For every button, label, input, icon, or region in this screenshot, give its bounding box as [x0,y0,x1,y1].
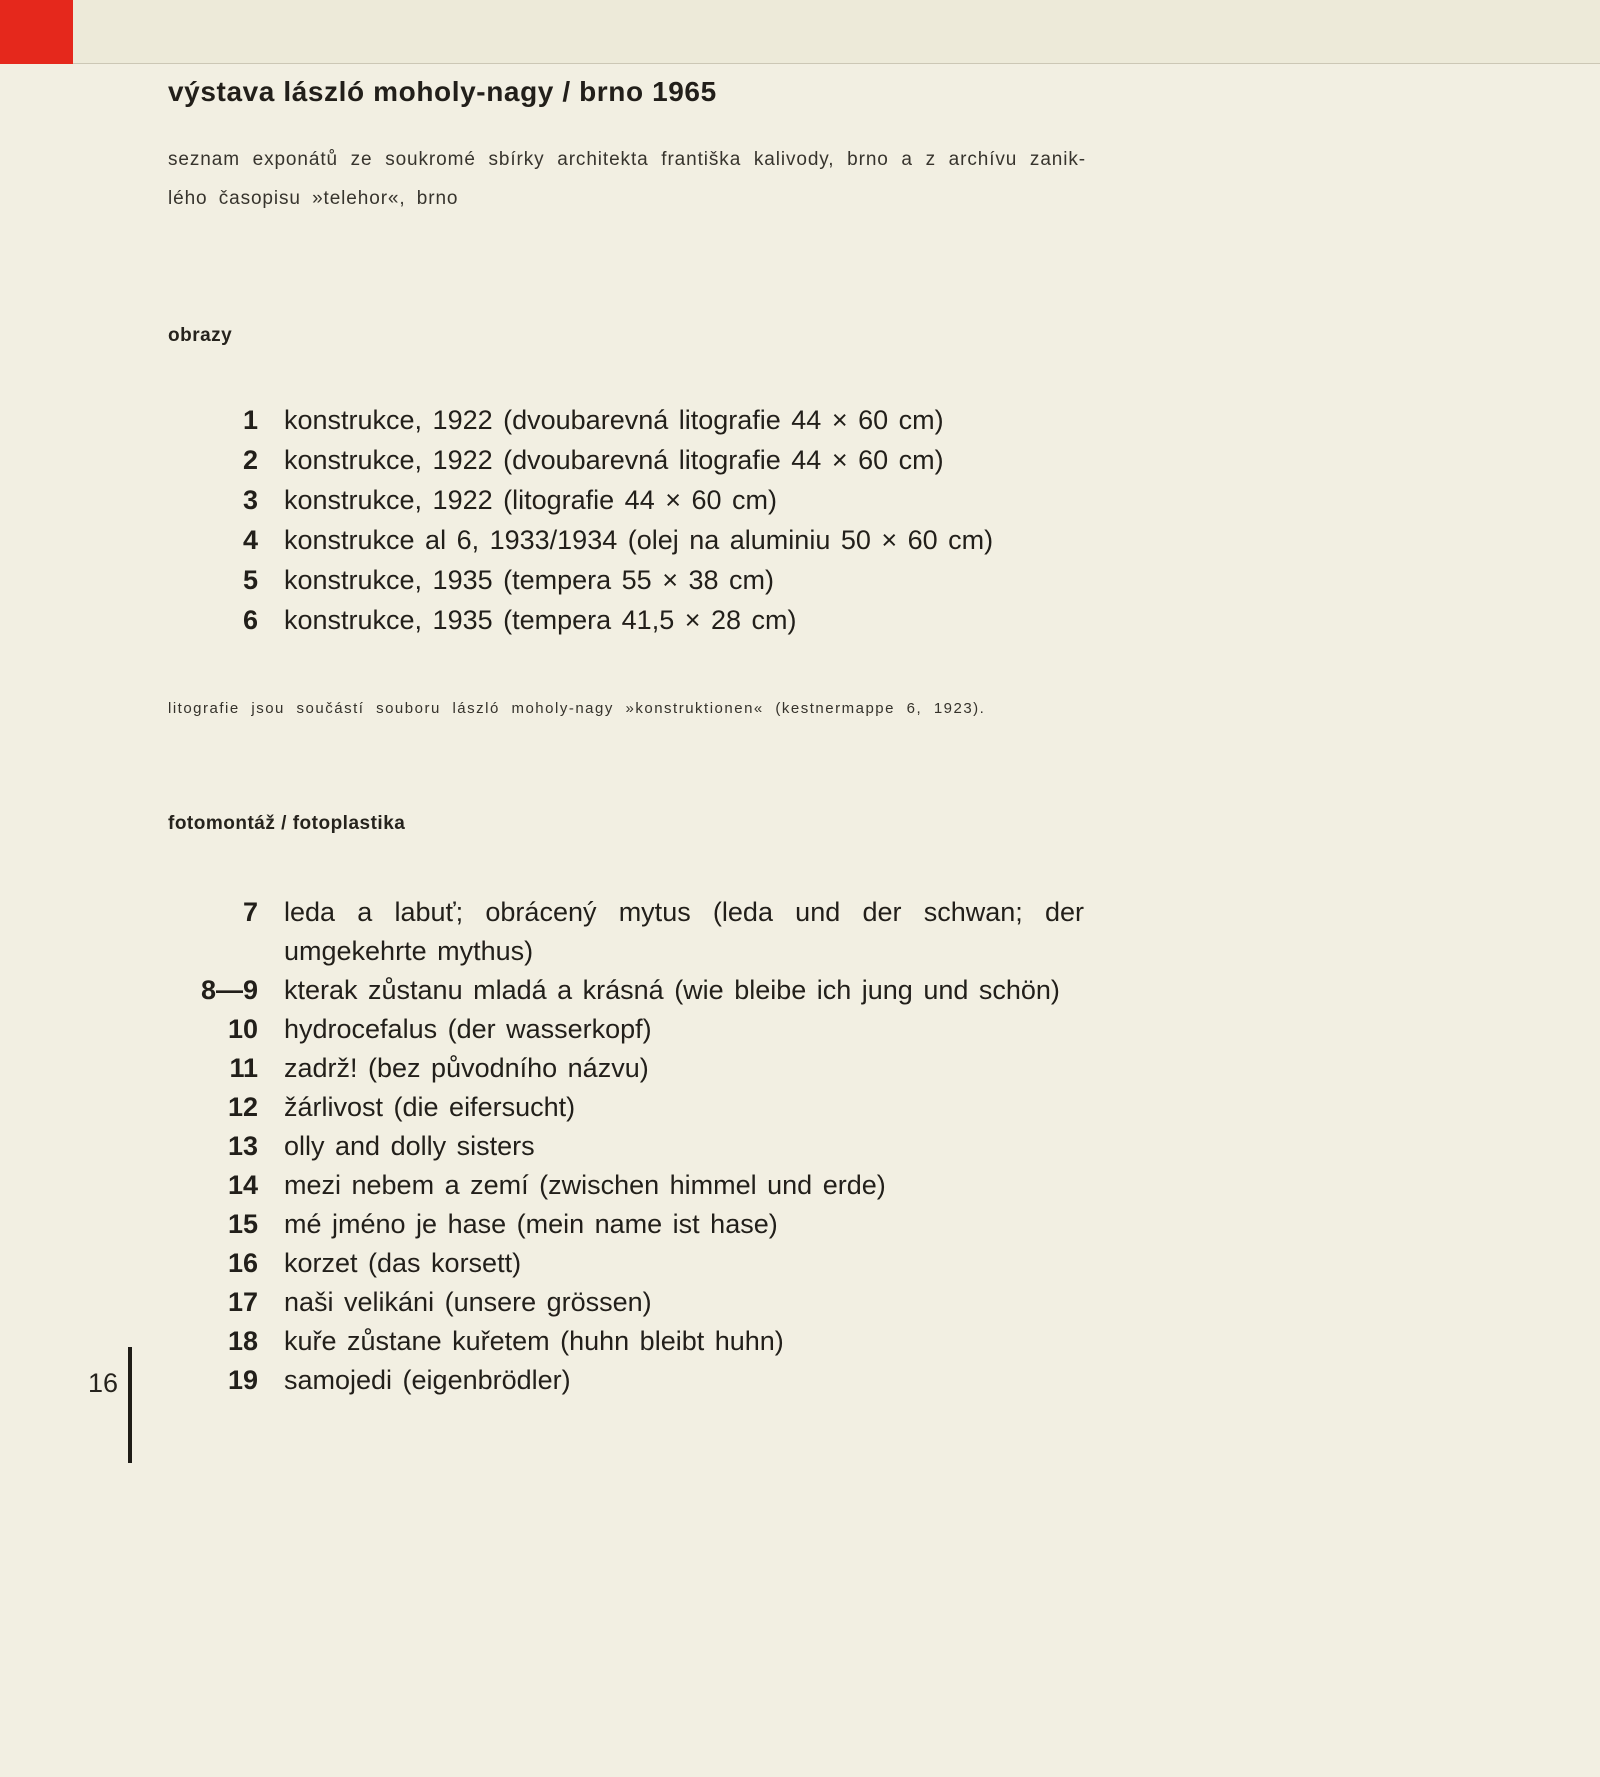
section-heading-obrazy: obrazy [168,325,233,346]
item-number: 19 [227,1365,258,1395]
item-text: konstrukce al 6, 1933/1934 (olej na aluminiu 50 × 60 cm) [284,525,994,555]
item-text: leda a labuť; obrácený mytus (leda und der schwan; der umgekehrte mythus) [284,897,1084,966]
list-item [168,1283,1084,1322]
exhibit-description-line1: seznam exponátů ze soukromé sbírky architekta františka kalivody, brno a z archívu zanik- [168,149,1086,170]
list-item [168,400,1084,440]
item-number: 12 [227,1092,258,1122]
item-number: 13 [227,1131,258,1161]
item-text: konstrukce, 1935 (tempera 55 × 38 cm) [284,565,774,595]
item-number: 15 [227,1209,258,1239]
list-item [168,520,1084,560]
item-number: 18 [227,1326,258,1356]
list-item [168,1049,1084,1088]
item-number: 8—9 [200,975,258,1005]
item-text: mezi nebem a zemí (zwischen himmel und erde) [284,1170,886,1200]
list-item [168,440,1084,480]
item-text: olly and dolly sisters [284,1131,535,1161]
list-item [168,971,1084,1010]
item-text: konstrukce, 1922 (litografie 44 × 60 cm) [284,485,777,515]
item-number: 1 [242,405,258,435]
list-item [168,1322,1084,1361]
list-item [168,1361,1084,1400]
item-text: mé jméno je hase (mein name ist hase) [284,1209,778,1239]
item-text: konstrukce, 1935 (tempera 41,5 × 28 cm) [284,605,797,635]
item-number: 2 [242,445,258,475]
list-item [168,1010,1084,1049]
item-number: 10 [227,1014,258,1044]
item-text: korzet (das korsett) [284,1248,522,1278]
page-number-rule [128,1347,132,1463]
item-number: 4 [242,525,258,555]
item-number: 11 [229,1053,258,1083]
item-number: 3 [242,485,258,515]
item-number: 17 [227,1287,258,1317]
list-item [168,480,1084,520]
exhibit-description-line2: lého časopisu »telehor«, brno [168,188,459,209]
item-text: naši velikáni (unsere grössen) [284,1287,652,1317]
list-item [168,1088,1084,1127]
item-text: konstrukce, 1922 (dvoubarevná litografie 44 × 60 cm) [284,405,944,435]
item-text: konstrukce, 1922 (dvoubarevná litografie 44 × 60 cm) [284,445,944,475]
page-number: 16 [88,1368,119,1398]
list-item [168,1244,1084,1283]
item-text: žárlivost (die eifersucht) [284,1092,576,1122]
item-text: kuře zůstane kuřetem (huhn bleibt huhn) [284,1326,784,1356]
item-text: kterak zůstanu mladá a krásná (wie bleibe ich jung und schön) [284,975,1060,1005]
list-item [168,893,1084,971]
list-item [168,600,1084,640]
list-item [168,1127,1084,1166]
item-number: 7 [242,897,258,927]
list-fotomontaz [168,893,1084,1400]
item-number: 14 [227,1170,258,1200]
item-number: 6 [242,605,258,635]
exhibit-description [168,140,1086,218]
item-text: samojedi (eigenbrödler) [284,1365,571,1395]
list-item [168,1166,1084,1205]
item-number: 16 [227,1248,258,1278]
item-number: 5 [242,565,258,595]
page-top-edge [0,0,1600,64]
list-item [168,560,1084,600]
item-text: zadrž! (bez původního názvu) [284,1053,649,1083]
red-corner-mark [0,0,73,64]
section-heading-fotomontaz: fotomontáž / fotoplastika [168,813,406,834]
page-title: výstava lászló moholy-nagy / brno 1965 [168,76,717,107]
list-item [168,1205,1084,1244]
list-obrazy [168,400,1084,640]
lithographs-footnote: litografie jsou součástí souboru lászló moholy-nagy »konstruktionen« (kestnermappe 6, 1923). [168,700,986,717]
item-text: hydrocefalus (der wasserkopf) [284,1014,652,1044]
